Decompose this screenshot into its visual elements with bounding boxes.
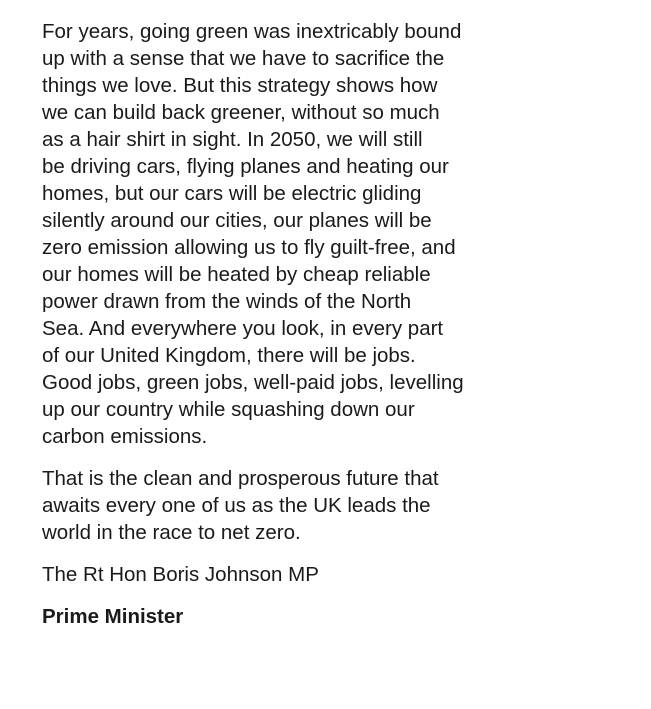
text-line: That is the clean and prosperous future that — [42, 467, 439, 490]
text-line: zero emission allowing us to fly guilt-free, and — [42, 236, 456, 259]
text-line: we can build back greener, without so much — [42, 101, 440, 124]
text-line: things we love. But this strategy shows how — [42, 74, 438, 97]
text-line: power drawn from the winds of the North — [42, 290, 412, 313]
paragraph-1 — [42, 18, 642, 450]
text-line: up with a sense that we have to sacrifice the — [42, 47, 445, 70]
paragraph-spacer — [42, 546, 642, 561]
text-line: as a hair shirt in sight. In 2050, we will still — [42, 128, 423, 151]
text-line: Sea. And everywhere you look, in every part — [42, 317, 444, 340]
signature-name: The Rt Hon Boris Johnson MP — [42, 563, 319, 586]
text-line: be driving cars, flying planes and heating our — [42, 155, 449, 178]
document-body — [42, 18, 642, 630]
paragraph-spacer — [42, 450, 642, 465]
text-line: silently around our cities, our planes will be — [42, 209, 432, 232]
text-line: our homes will be heated by cheap reliable — [42, 263, 431, 286]
paragraph-2 — [42, 465, 642, 546]
paragraph-spacer — [42, 588, 642, 603]
text-line: world in the race to net zero. — [42, 521, 301, 544]
text-line: Good jobs, green jobs, well-paid jobs, levelling — [42, 371, 464, 394]
text-line: homes, but our cars will be electric gliding — [42, 182, 422, 205]
text-line: up our country while squashing down our — [42, 398, 415, 421]
text-line: For years, going green was inextricably bound — [42, 20, 462, 43]
text-line: of our United Kingdom, there will be jobs. — [42, 344, 416, 367]
text-line: carbon emissions. — [42, 425, 208, 448]
signature-title: Prime Minister — [42, 605, 184, 628]
text-line: awaits every one of us as the UK leads the — [42, 494, 431, 517]
